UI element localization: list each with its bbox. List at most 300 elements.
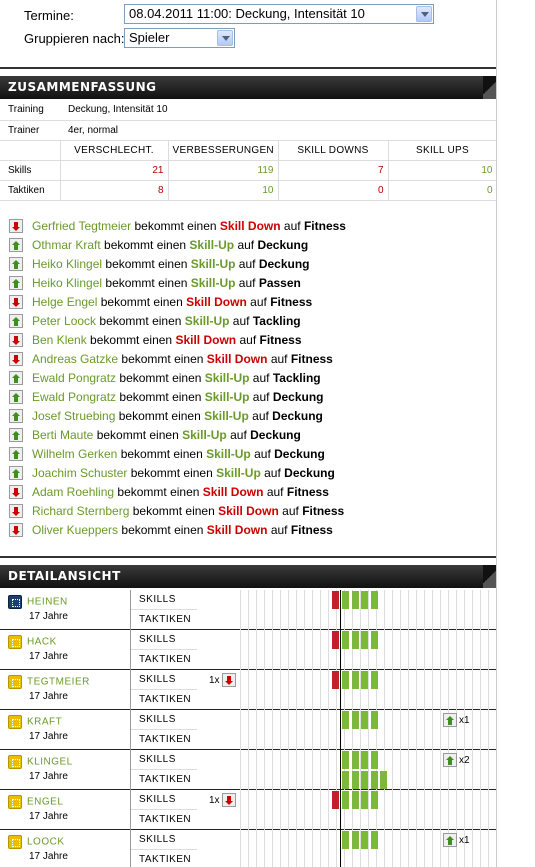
section-divider: [0, 67, 497, 69]
grid-line: [464, 590, 465, 630]
event-prep: auf: [237, 237, 255, 252]
grid-line: [256, 630, 257, 670]
grid-line: [320, 590, 321, 630]
grid-line: [280, 830, 281, 867]
player-link[interactable]: Oliver Kueppers: [32, 522, 119, 537]
skills-up-bar: [342, 711, 349, 729]
progress-cells: [197, 630, 497, 670]
tactics-up-bar: [352, 771, 359, 789]
event-kind: Skill-Up: [204, 408, 249, 423]
skills-up-bar: [371, 671, 378, 689]
player-link[interactable]: Heiko Klingel: [32, 275, 103, 290]
grid-line: [472, 830, 473, 867]
col-verschlecht: VERSCHLECHT.: [60, 141, 168, 161]
grid-line: [408, 750, 409, 790]
grid-line: [304, 590, 305, 630]
event-attribute: Deckung: [272, 389, 324, 404]
arrow-up-icon: [9, 409, 23, 423]
grid-line: [272, 750, 273, 790]
event-verb: bekommt einen: [121, 351, 204, 366]
grid-line: [472, 790, 473, 830]
grid-line: [416, 830, 417, 867]
arrow-up-icon: [9, 276, 23, 290]
player-link[interactable]: Andreas Gatzke: [32, 351, 119, 366]
tactics-label: TAKTIKEN: [139, 694, 192, 705]
row-labels: [130, 830, 197, 867]
grid-line: [336, 710, 337, 750]
arrow-down-icon: [9, 333, 23, 347]
row-labels: [130, 710, 197, 750]
player-badge-icon: [8, 675, 22, 689]
event-attribute: Deckung: [257, 237, 309, 252]
player-name-link[interactable]: HEINEN: [27, 596, 68, 608]
grid-line: [256, 710, 257, 750]
player-info: [8, 834, 128, 862]
col-skill-ups: SKILL UPS: [388, 141, 497, 161]
player-name-link[interactable]: HACK: [27, 636, 57, 648]
skills-up-bar: [361, 711, 368, 729]
value-cell: 7: [278, 161, 388, 181]
skills-up-bar: [371, 631, 378, 649]
grid-line: [240, 710, 241, 750]
grid-line: [256, 750, 257, 790]
grid-line: [288, 790, 289, 830]
player-age: 17 Jahre: [29, 850, 68, 862]
termine-select-value: 08.04.2011 11:00: Deckung, Intensität 10: [129, 6, 365, 21]
skills-up-bar: [371, 711, 378, 729]
grid-line: [264, 670, 265, 710]
grid-line: [272, 790, 273, 830]
grid-line: [264, 710, 265, 750]
grid-line: [256, 790, 257, 830]
event-kind: Skill Down: [206, 351, 268, 366]
value-cell: 10: [388, 161, 497, 181]
grid-line: [328, 710, 329, 750]
grid-line: [440, 670, 441, 710]
skills-up-bar: [342, 631, 349, 649]
grid-line: [392, 750, 393, 790]
grid-line: [248, 790, 249, 830]
detail-header: DETAILANSICHT: [0, 565, 497, 588]
summary-info-table: [0, 100, 497, 141]
grid-line: [320, 830, 321, 867]
arrow-up-icon: [9, 390, 23, 404]
event-item: [9, 444, 325, 463]
grid-line: [240, 630, 241, 670]
value-cell: 10: [168, 181, 278, 201]
grid-line: [488, 710, 489, 750]
grid-line: [312, 630, 313, 670]
player-info: [8, 634, 128, 662]
player-link[interactable]: Peter Loock: [32, 313, 97, 328]
grid-line: [312, 670, 313, 710]
grid-line: [304, 790, 305, 830]
grid-line: [424, 710, 425, 750]
skills-up-bar: [342, 831, 349, 849]
player-link[interactable]: Richard Sternberg: [32, 503, 130, 518]
grid-line: [448, 630, 449, 670]
event-verb: bekommt einen: [100, 294, 183, 309]
training-value: Deckung, Intensität 10: [60, 100, 497, 120]
event-verb: bekommt einen: [120, 446, 203, 461]
grid-line: [480, 670, 481, 710]
player-info: [8, 794, 128, 822]
grid-line: [408, 670, 409, 710]
grid-line: [272, 830, 273, 867]
grid-line: [280, 790, 281, 830]
event-prep: auf: [230, 427, 247, 442]
grid-line: [424, 670, 425, 710]
row-labels: [130, 590, 197, 630]
grid-line: [280, 590, 281, 630]
event-verb: bekommt einen: [99, 313, 182, 328]
grid-line: [400, 670, 401, 710]
grid-line: [464, 790, 465, 830]
skills-up-bar: [371, 791, 378, 809]
event-verb: bekommt einen: [121, 522, 204, 537]
event-prep: auf: [282, 503, 299, 518]
skills-up-bar: [361, 751, 368, 769]
stats-row-taktiken: [0, 181, 497, 201]
event-attribute: Deckung: [272, 408, 323, 423]
summary-header: ZUSAMMENFASSUNG: [0, 76, 497, 99]
skills-down-bar: [332, 671, 339, 689]
grid-line: [272, 710, 273, 750]
grid-line: [424, 590, 425, 630]
grid-line: [472, 750, 473, 790]
grid-line: [336, 830, 337, 867]
arrow-down-icon: [222, 673, 236, 687]
grid-line: [288, 750, 289, 790]
chevron-down-icon[interactable]: [416, 6, 432, 22]
skills-label: SKILLS: [131, 790, 197, 810]
grid-line: [400, 630, 401, 670]
event-prep: auf: [238, 256, 256, 271]
chevron-down-icon[interactable]: [217, 30, 233, 46]
event-kind: Skill-Up: [216, 465, 261, 480]
grid-line: [480, 790, 481, 830]
event-item: [9, 406, 323, 425]
skills-up-bar: [352, 751, 359, 769]
gruppieren-label: Gruppieren nach:: [24, 31, 125, 46]
grid-line: [424, 830, 425, 867]
arrow-down-icon: [9, 485, 23, 499]
grid-line: [272, 630, 273, 670]
grid-line: [472, 670, 473, 710]
grid-line: [408, 710, 409, 750]
player-link[interactable]: Ewald Pongratz: [32, 370, 117, 385]
player-link[interactable]: Joachim Schuster: [32, 465, 128, 480]
event-attribute: Deckung: [284, 465, 335, 480]
event-verb: bekommt einen: [96, 427, 179, 442]
grid-line: [400, 710, 401, 750]
player-badge-icon: [8, 715, 22, 729]
skills-label: SKILLS: [131, 630, 197, 650]
grid-line: [328, 630, 329, 670]
event-attribute: Passen: [258, 275, 301, 290]
grid-line: [264, 790, 265, 830]
arrow-down-icon: [9, 219, 23, 233]
grid-line: [384, 710, 385, 750]
grid-line: [440, 790, 441, 830]
skills-down-bar: [332, 591, 339, 609]
row-label: Skills: [0, 161, 60, 181]
event-kind: Skill-Up: [189, 237, 235, 252]
grid-line: [384, 590, 385, 630]
arrow-down-icon: [9, 504, 23, 518]
grid-line: [456, 670, 457, 710]
grid-line: [432, 750, 433, 790]
arrow-up-icon: [443, 753, 457, 767]
skills-up-bar: [342, 751, 349, 769]
grid-line: [432, 830, 433, 867]
grid-line: [400, 750, 401, 790]
arrow-up-icon: [9, 257, 23, 271]
grid-line: [384, 830, 385, 867]
value-cell: 21: [60, 161, 168, 181]
tactics-up-bar: [342, 771, 349, 789]
skills-label: SKILLS: [131, 830, 197, 850]
grid-line: [432, 630, 433, 670]
grid-line: [248, 630, 249, 670]
grid-line: [440, 630, 441, 670]
col-verbesserungen: VERBESSERUNGEN: [168, 141, 278, 161]
grid-line: [328, 590, 329, 630]
event-item: [9, 330, 302, 349]
grid-line: [248, 750, 249, 790]
arrow-up-icon: [443, 713, 457, 727]
skills-up-bar: [352, 831, 359, 849]
event-attribute: Deckung: [250, 427, 301, 442]
player-link[interactable]: Adam Roehling: [32, 484, 115, 499]
player-link[interactable]: Ewald Pongratz: [32, 389, 117, 404]
event-kind: Skill-Up: [190, 256, 236, 271]
grid-line: [304, 830, 305, 867]
skills-up-bar: [342, 791, 349, 809]
grid-line: [256, 590, 257, 630]
grid-line: [496, 630, 497, 670]
player-name-link[interactable]: KLINGEL: [27, 756, 73, 768]
player-age: 17 Jahre: [29, 610, 68, 622]
grid-line: [440, 590, 441, 630]
event-prep: auf: [232, 313, 250, 328]
skills-up-bar: [371, 831, 378, 849]
player-link[interactable]: Wilhelm Gerken: [32, 446, 118, 461]
grid-line: [496, 790, 497, 830]
event-item: [9, 292, 312, 311]
grid-line: [312, 590, 313, 630]
arrow-up-icon: [9, 466, 23, 480]
grid-line: [384, 670, 385, 710]
player-name-link[interactable]: KRAFT: [27, 716, 63, 728]
arrow-down-icon: [9, 352, 23, 366]
trainer-label: Trainer: [0, 120, 60, 140]
skills-label: SKILLS: [131, 710, 197, 730]
player-row: [0, 710, 497, 750]
grid-line: [448, 590, 449, 630]
gruppieren-select[interactable]: [124, 28, 235, 48]
grid-line: [392, 590, 393, 630]
baseline: [340, 590, 341, 630]
grid-line: [416, 630, 417, 670]
grid-line: [416, 590, 417, 630]
grid-line: [440, 830, 441, 867]
event-attribute: Fitness: [302, 503, 345, 518]
tactics-label: TAKTIKEN: [139, 774, 192, 785]
up-count-text: x2: [459, 754, 470, 766]
player-badge-icon: [8, 835, 22, 849]
event-kind: Skill Down: [218, 503, 279, 518]
grid-line: [496, 830, 497, 867]
event-kind: Skill-Up: [184, 313, 230, 328]
tactics-up-bar: [361, 771, 368, 789]
grid-line: [320, 710, 321, 750]
player-age: 17 Jahre: [29, 810, 68, 822]
tactics-up-bar: [371, 771, 378, 789]
player-age: 17 Jahre: [29, 770, 68, 782]
grid-line: [272, 670, 273, 710]
grid-line: [480, 710, 481, 750]
grid-line: [296, 830, 297, 867]
grid-line: [472, 630, 473, 670]
player-link[interactable]: Gerfried Tegtmeier: [32, 218, 132, 233]
grid-line: [320, 750, 321, 790]
event-kind: Skill-Up: [204, 389, 250, 404]
event-verb: bekommt einen: [119, 370, 202, 385]
event-prep: auf: [270, 351, 288, 366]
player-name-link[interactable]: TEGTMEIER: [27, 676, 90, 688]
training-label: Training: [0, 100, 60, 120]
grid-line: [328, 670, 329, 710]
grid-line: [368, 750, 369, 790]
grid-line: [488, 790, 489, 830]
grid-line: [296, 670, 297, 710]
grid-line: [488, 750, 489, 790]
grid-line: [496, 590, 497, 630]
summary-stats-table: [0, 140, 497, 201]
player-age: 17 Jahre: [29, 650, 68, 662]
grid-line: [416, 670, 417, 710]
progress-cells: [197, 590, 497, 630]
grid-line: [328, 830, 329, 867]
baseline: [340, 790, 341, 830]
event-item: [9, 425, 301, 444]
grid-line: [288, 830, 289, 867]
grid-line: [240, 830, 241, 867]
event-kind: Skill Down: [219, 218, 281, 233]
player-name-link[interactable]: ENGEL: [27, 796, 64, 808]
up-count-text: x1: [459, 834, 470, 846]
grid-line: [240, 790, 241, 830]
grid-line: [392, 630, 393, 670]
grid-line: [392, 710, 393, 750]
event-item: [9, 216, 346, 235]
grid-line: [416, 710, 417, 750]
event-kind: Skill Down: [206, 522, 268, 537]
grid-line: [424, 630, 425, 670]
skills-up-bar: [352, 711, 359, 729]
tactics-label: TAKTIKEN: [139, 854, 192, 865]
player-badge-icon: [8, 795, 22, 809]
tactics-label: TAKTIKEN: [139, 734, 192, 745]
progress-cells: [197, 790, 497, 830]
event-attribute: Fitness: [259, 332, 302, 347]
grid-line: [320, 670, 321, 710]
grid-line: [296, 750, 297, 790]
row-labels: [130, 750, 197, 790]
grid-line: [240, 590, 241, 630]
grid-line: [296, 590, 297, 630]
grid-line: [488, 630, 489, 670]
event-verb: bekommt einen: [105, 256, 188, 271]
progress-cells: [197, 670, 497, 710]
grid-line: [264, 630, 265, 670]
event-verb: bekommt einen: [105, 275, 188, 290]
arrow-down-icon: [9, 295, 23, 309]
grid-line: [304, 630, 305, 670]
player-info: [8, 754, 128, 782]
player-link[interactable]: Heiko Klingel: [32, 256, 103, 271]
grid-line: [304, 750, 305, 790]
event-prep: auf: [264, 465, 281, 480]
up-count: [443, 832, 470, 848]
player-link[interactable]: Berti Maute: [32, 427, 94, 442]
player-name-link[interactable]: LOOCK: [27, 836, 65, 848]
row-labels: [130, 670, 197, 710]
grid-line: [240, 670, 241, 710]
termine-select[interactable]: [124, 4, 434, 24]
player-link[interactable]: Helge Engel: [32, 294, 98, 309]
grid-line: [296, 710, 297, 750]
grid-line: [448, 790, 449, 830]
event-attribute: Fitness: [286, 484, 329, 499]
event-kind: Skill Down: [175, 332, 237, 347]
grid-line: [288, 710, 289, 750]
row-label: Taktiken: [0, 181, 60, 201]
grid-line: [248, 590, 249, 630]
player-link[interactable]: Othmar Kraft: [32, 237, 101, 252]
event-verb: bekommt einen: [117, 484, 200, 499]
skills-up-bar: [352, 671, 359, 689]
event-attribute: Fitness: [290, 522, 333, 537]
event-verb: bekommt einen: [90, 332, 173, 347]
player-row: [0, 630, 497, 670]
trainer-value: 4er, normal: [60, 120, 497, 140]
grid-line: [488, 590, 489, 630]
player-link[interactable]: Josef Struebing: [32, 408, 116, 423]
event-prep: auf: [283, 218, 301, 233]
event-prep: auf: [239, 332, 257, 347]
stats-row-skills: [0, 161, 497, 181]
grid-line: [240, 750, 241, 790]
grid-line: [304, 670, 305, 710]
grid-line: [264, 750, 265, 790]
event-verb: bekommt einen: [118, 408, 201, 423]
player-link[interactable]: Ben Klenk: [32, 332, 87, 347]
event-attribute: Tackling: [272, 370, 321, 385]
grid-line: [400, 830, 401, 867]
grid-line: [480, 830, 481, 867]
event-item: [9, 463, 335, 482]
skills-up-bar: [361, 591, 368, 609]
event-item: [9, 311, 301, 330]
down-count: [209, 792, 236, 808]
grid-line: [288, 590, 289, 630]
event-item: [9, 235, 308, 254]
progress-cells: [197, 830, 497, 867]
player-age: 17 Jahre: [29, 690, 68, 702]
arrow-down-icon: [9, 523, 23, 537]
